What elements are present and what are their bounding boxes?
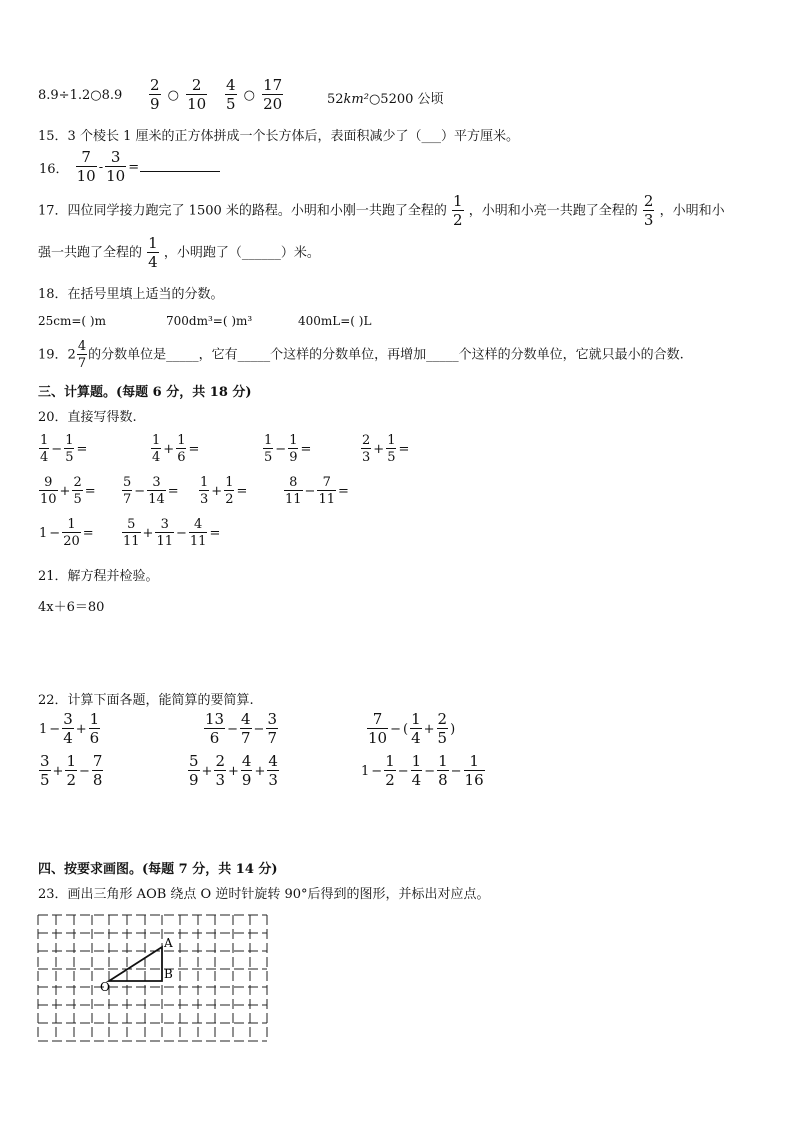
q14-item-a: 8.9÷1.2○8.9	[38, 88, 123, 103]
q20-item: $\frac{9}{10}$ + $\frac{2}{5}$ =	[40, 475, 96, 507]
q21-equation: 4x＋6＝80	[38, 600, 105, 615]
q21-title: 21．解方程并检验。	[38, 569, 159, 584]
q20-item: $\frac{1}{4}$ − $\frac{1}{5}$ =	[40, 433, 88, 465]
q22-title: 22．计算下面各题，能简算的要简算.	[38, 693, 254, 708]
q20-item: $\frac{5}{11}$ + $\frac{3}{11}$ − $\frac{4}{11}$ =	[123, 517, 221, 549]
fraction: $\frac{4}{7}$	[77, 339, 87, 371]
q19: 19．2 $\frac{4}{7}$ 的分数单位是_____，它有_____个这样的分数单位，再增加_____个这样的分数单位，它就只最小的合数.	[38, 339, 684, 371]
q20-item: $\frac{1}{5}$ − $\frac{1}{9}$ =	[264, 433, 312, 465]
q22-item: $\frac{13}{6}$ − $\frac{4}{7}$ − $\frac{3}{7}$	[205, 710, 277, 747]
q17-line1: 17．四位同学接力跑完了 1500 米的路程。小明和小刚一共跑了全程的 $\frac{1}{2}$ ，小明和小亮一共跑了全程的 $\frac{2}{3}$ ，小明和小	[38, 192, 725, 229]
q22-item: $\frac{7}{10}$ − ( $\frac{1}{4}$ + $\frac{2}{5}$ )	[368, 710, 456, 747]
fraction: $\frac{7}{10}$	[76, 148, 96, 185]
q20-item: $\frac{8}{11}$ − $\frac{7}{11}$ =	[285, 475, 349, 507]
q22-item: 1 − $\frac{1}{2}$ − $\frac{1}{4}$ − $\frac{1}{8}$ − $\frac{1}{16}$	[361, 752, 484, 789]
q22-item: 1 − $\frac{3}{4}$ + $\frac{1}{6}$	[39, 710, 100, 747]
q20-item: $\frac{1}{3}$ + $\frac{1}{2}$ =	[200, 475, 248, 507]
fraction: $\frac{17}{20}$	[263, 76, 283, 113]
q14-item-b: $\frac{2}{9}$ ○ $\frac{2}{10}$	[150, 76, 207, 113]
label-a: A	[164, 936, 173, 950]
q22-item: $\frac{5}{9}$ + $\frac{2}{3}$ + $\frac{4}{9}$ + $\frac{4}{3}$	[189, 752, 278, 789]
q16: 16． $\frac{7}{10}$ - $\frac{3}{10}$ =	[38, 150, 220, 184]
section-4-title: 四、按要求画图。(每题 7 分，共 14 分)	[38, 862, 278, 877]
q18-title: 18．在括号里填上适当的分数。	[38, 287, 224, 302]
fraction: $\frac{2}{3}$	[643, 192, 654, 229]
q18-a: 25cm=( )m	[38, 314, 106, 328]
fraction: $\frac{1}{4}$	[148, 234, 158, 271]
q14-item-d: 52km²○5200 公顷	[327, 92, 444, 107]
triangle-aob	[109, 947, 162, 981]
answer-blank	[140, 171, 220, 172]
fraction: $\frac{1}{2}$	[453, 192, 463, 229]
q18-c: 400mL=( )L	[298, 314, 372, 328]
label-o: O	[100, 980, 110, 994]
q15-text: 15．3 个棱长 1 厘米的正方体拼成一个长方体后，表面积减少了（___）平方厘米。	[38, 129, 519, 144]
q20-item: $\frac{2}{3}$ + $\frac{1}{5}$ =	[362, 433, 410, 465]
q18-b: 700dm³=( )m³	[166, 314, 253, 328]
fraction: $\frac{2}{9}$	[150, 76, 160, 113]
label-b: B	[164, 967, 173, 981]
rotation-grid	[37, 914, 269, 1046]
q20-title: 20．直接写得数.	[38, 410, 137, 425]
q14-item-c: $\frac{4}{5}$ ○ $\frac{17}{20}$	[226, 76, 283, 113]
section-3-title: 三、计算题。(每题 6 分，共 18 分)	[38, 385, 252, 400]
q20-item: $\frac{1}{4}$ + $\frac{1}{6}$ =	[152, 433, 200, 465]
grid-lines	[38, 915, 267, 1041]
fraction: $\frac{3}{10}$	[106, 148, 126, 185]
fraction: $\frac{2}{10}$	[187, 76, 207, 113]
q17-line2: 强一共跑了全程的 $\frac{1}{4}$ ，小明跑了（______）米。	[38, 234, 320, 271]
q23-title: 23．画出三角形 AOB 绕点 O 逆时针旋转 90°后得到的图形，并标出对应点。	[38, 887, 490, 902]
q22-item: $\frac{3}{5}$ + $\frac{1}{2}$ − $\frac{7}{8}$	[40, 752, 103, 789]
q20-item: 1 − $\frac{1}{20}$ =	[39, 517, 94, 549]
q20-item: $\frac{5}{7}$ − $\frac{3}{14}$ =	[123, 475, 179, 507]
fraction: $\frac{4}{5}$	[226, 76, 236, 113]
